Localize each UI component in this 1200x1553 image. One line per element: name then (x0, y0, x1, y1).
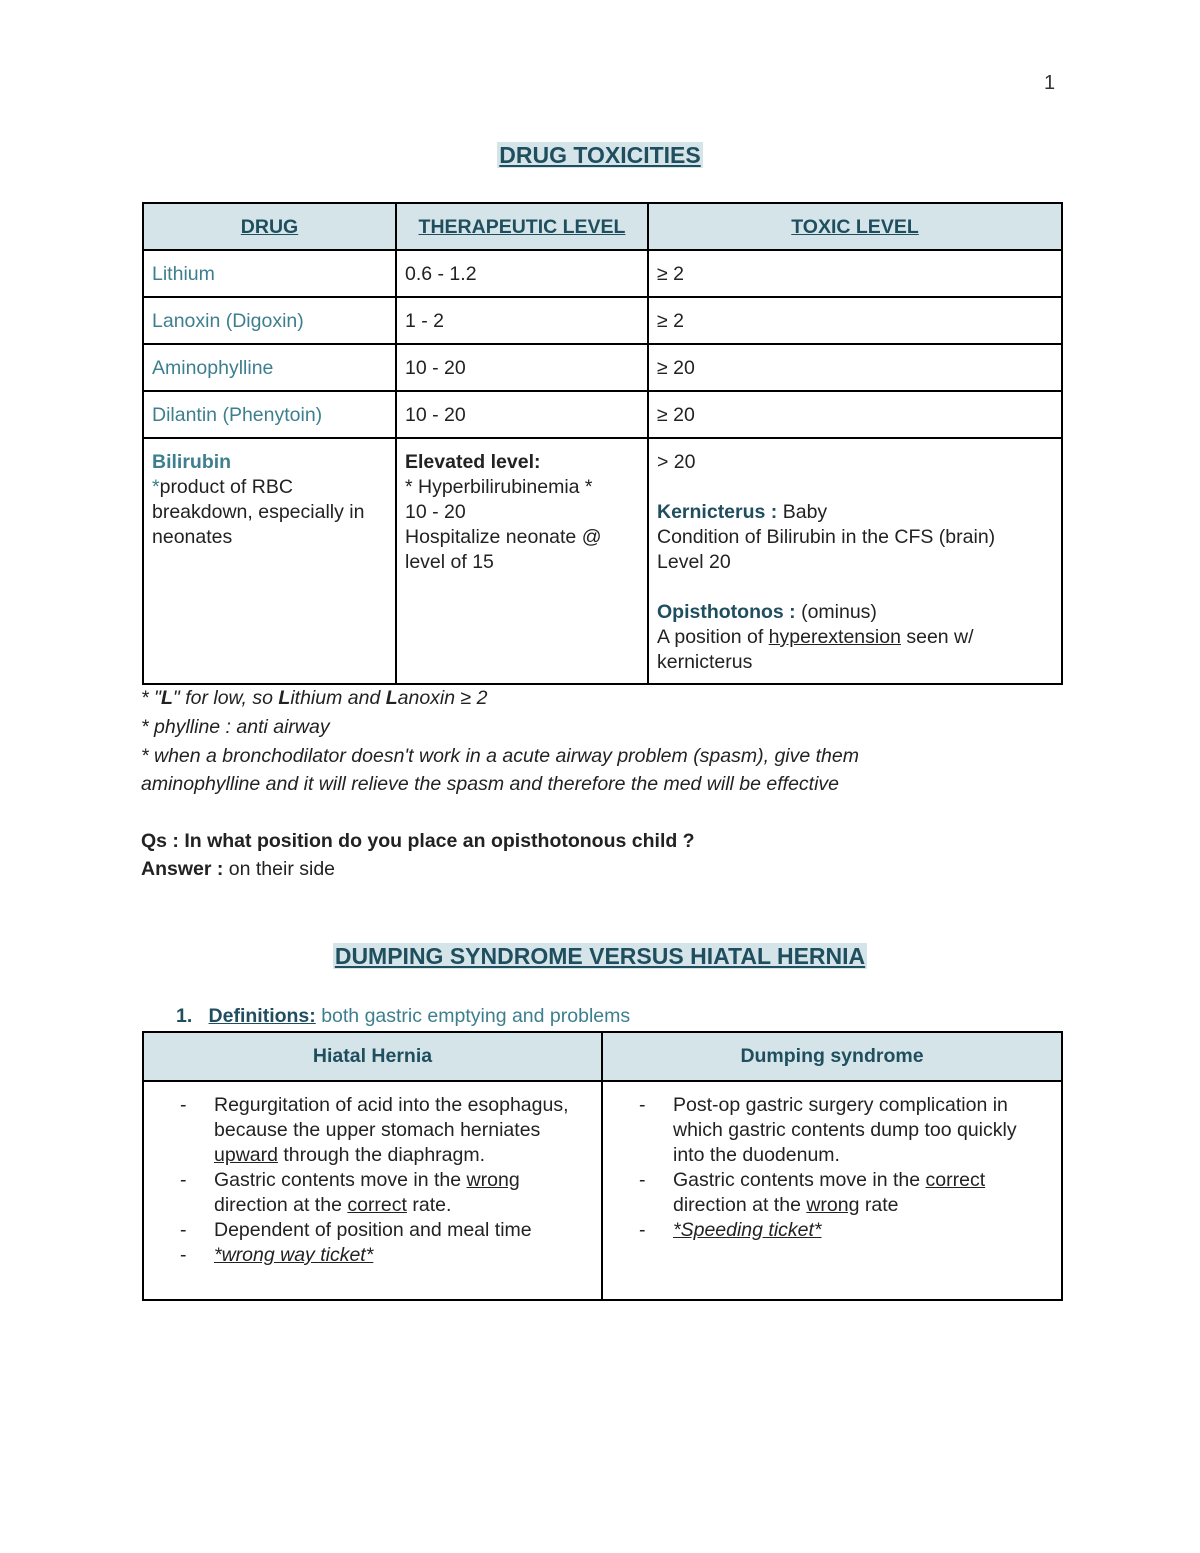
therapeutic-cell: 10 - 20 (396, 344, 648, 391)
list-item: - Gastric contents move in the correct direction at the wrong rate (603, 1168, 1041, 1218)
bilirubin-name: Bilirubin (152, 451, 232, 473)
drug-toxicities-table (142, 202, 1063, 685)
elevated-level-label: Elevated level: (405, 451, 541, 473)
phylline-note: * phylline : anti airway (141, 716, 330, 738)
list-item: - *Speeding ticket* (603, 1218, 1041, 1243)
list-item: - Dependent of position and meal time (144, 1218, 581, 1243)
kernicterus-detail: Level 20 (657, 551, 731, 573)
drug-cell: Lithium (143, 250, 396, 297)
table-row (143, 1081, 1062, 1300)
elevated-line: Hospitalize neonate @ level of 15 (405, 526, 602, 573)
answer: Answer : on their side (141, 858, 336, 880)
list-item: - *wrong way ticket* (144, 1243, 581, 1268)
drug-cell: Lanoxin (Digoxin) (143, 297, 396, 344)
elevated-line: 10 - 20 (405, 501, 466, 523)
kernicterus-detail: Condition of Bilirubin in the CFS (brain) (657, 526, 996, 548)
header-hiatal-hernia: Hiatal Hernia (143, 1032, 602, 1081)
header-therapeutic: THERAPEUTIC LEVEL (396, 203, 648, 250)
section-title-drug-toxicities (0, 142, 1200, 169)
dumping-syndrome-cell (602, 1081, 1062, 1300)
therapeutic-cell: 1 - 2 (396, 297, 648, 344)
title-text: DUMPING SYNDROME VERSUS HIATAL HERNIA (334, 943, 866, 969)
opisthotonos-line: Opisthotonos : (ominus) (657, 601, 877, 623)
header-toxic: TOXIC LEVEL (648, 203, 1062, 250)
list-item: - Gastric contents move in the wrong direction at the correct rate. (144, 1168, 581, 1218)
title-text: DRUG TOXICITIES (499, 142, 701, 168)
therapeutic-cell: 10 - 20 (396, 391, 648, 438)
table-row (143, 250, 1062, 297)
hiatal-hernia-cell (143, 1081, 602, 1300)
header-dumping-syndrome: Dumping syndrome (602, 1032, 1062, 1081)
opisthotonos-detail: A position of hyperextension seen w/ kernicterus (657, 626, 974, 673)
question: Qs : In what position do you place an opisthotonous child ? (141, 830, 695, 852)
table-row (143, 297, 1062, 344)
therapeutic-cell-bilirubin (396, 438, 648, 684)
definitions-item: 1. Definitions: both gastric emptying and problems (176, 1005, 631, 1027)
toxic-cell: ≥ 20 (648, 391, 1062, 438)
drug-cell-bilirubin (143, 438, 396, 684)
page-number: 1 (1044, 72, 1056, 94)
toxic-cell: ≥ 20 (648, 344, 1062, 391)
elevated-line: * Hyperbilirubinemia * (405, 476, 593, 498)
table-row (143, 344, 1062, 391)
table-header-row (143, 203, 1062, 250)
toxic-cell: ≥ 2 (648, 250, 1062, 297)
list-item: - Post-op gastric surgery complication in which gastric contents dump too quickly into the duodenum. (603, 1093, 1041, 1168)
header-drug: DRUG (143, 203, 396, 250)
bilirubin-note: *product of RBC breakdown, especially in neonates (152, 476, 365, 548)
mnemonic-note: * "L" for low, so Lithium and Lanoxin ≥ 2 (141, 687, 488, 709)
hernia-vs-dumping-table (142, 1031, 1063, 1301)
drug-cell: Dilantin (Phenytoin) (143, 391, 396, 438)
table-row-bilirubin (143, 438, 1062, 684)
drug-cell: Aminophylline (143, 344, 396, 391)
toxic-cell: ≥ 2 (648, 297, 1062, 344)
table-header-row (143, 1032, 1062, 1081)
table-row (143, 391, 1062, 438)
toxic-value: > 20 (657, 451, 696, 473)
therapeutic-cell: 0.6 - 1.2 (396, 250, 648, 297)
bronchodilator-note: * when a bronchodilator doesn't work in a acute airway problem (spasm), give them aminophylline and it will relieve the spasm and therefore the med will be effective (141, 745, 859, 795)
toxic-cell-bilirubin (648, 438, 1062, 684)
list-item: - Regurgitation of acid into the esophagus, because the upper stomach herniates upward through the diaphragm. (144, 1093, 581, 1168)
section-title-dumping-hernia (0, 943, 1200, 970)
kernicterus-line: Kernicterus : Baby (657, 501, 828, 523)
